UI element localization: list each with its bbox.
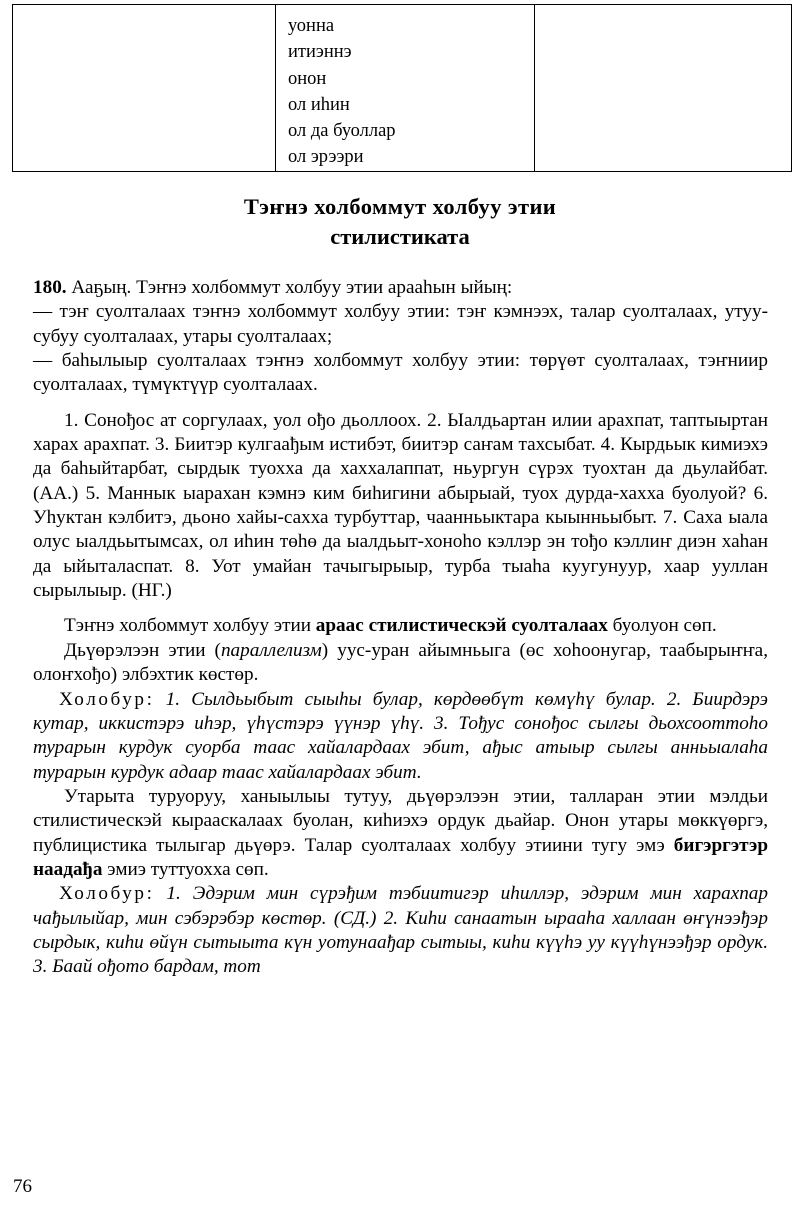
page-number: 76 [13, 1176, 32, 1197]
list-item: ол иһин [288, 94, 350, 115]
paragraph-contrast [33, 785, 768, 882]
paragraph-stylistic-post: буолуон сөп. [607, 615, 717, 637]
exercise-number: 180. [33, 277, 67, 298]
exercise-bullet-2: — баһылыыр суолталаах тэҥнэ холбоммут холбуу этии: төрүөт суолталаах, тэҥниир суолталаах, түмүктүүр суолталаах. [33, 350, 768, 396]
paragraph-contrast-bold: бигэргэтэр наадађа [33, 834, 768, 880]
exercise-prompt-text: Ааҕың. Тэҥнэ холбоммут холбуу этии арааһын ыйың: [71, 277, 513, 298]
example-group-2 [33, 882, 768, 980]
example-text-1: 1. Сылдьыбыт сыыһы булар, көрдөөбүт көмүһү булар. 2. Биирдэрэ кутар, иккистэрэ иһэр, үһүстэрэ үүнэр үһү. 3. Тођус сонођос сылгы дьохсооттоһо турарын курдук суорба таас хайалардаах эбит, ађыс атыыр сылгы анньыалаһа турарын курдук адаар таас хайалардаах эбит. [33, 688, 768, 783]
term-parallelism: параллелизм [220, 639, 322, 661]
paragraph-stylistic-bold: араас стилистическэй суолталаах [315, 615, 608, 637]
paragraph-contrast-pre: Утарыта туруоруу, ханыылыы тутуу, дьүөрэлээн этии, талларан этии мэлдьи стилистическэй кырааскалаах буолан, киһиэхэ ордук дьайар. Онон утары мөккүөргэ, публицистика тылыгар дьүөрэ. Талар суолталаах холбуу этиини тугу эмэ [33, 785, 768, 856]
table-cell-right [535, 5, 792, 172]
page-body [33, 276, 768, 980]
table-cell-left [13, 5, 276, 172]
conjunctions-table-wrapper [12, 4, 788, 172]
paragraph-parallelism-pre: Дьүөрэлээн этии ( [64, 639, 221, 661]
example-text-2: 1. Эдэрим мин сүрэђим тэбиитигэр иһиллэр, эдэрим мин харахпар чађылыйар, мин сэбэрэбэр көстөр. (СД.) 2. Киһи санаатын ырааһа халлаан өҥүнээђэр сырдык, киһи өйүн сытыыта күн уотунаађар сытыы, киһи күүһэ уу күүһүнээђэр ордук. 3. Баай ођото бардам, тот [33, 883, 768, 978]
paragraph-stylistic-pre: Тэҥнэ холбоммут холбуу этии [64, 615, 316, 637]
list-item: ол да буоллар [288, 121, 396, 142]
examples-block: 1. Сонођос ат соргулаах, уол ођо дьоллоох. 2. Ыалдьартан илии арахпат, таптыыртан харах арахпат. 3. Биитэр кулгаађым истибэт, биитэр саҥам тахсыбат. 4. Кырдьык кимиэхэ да баһыйтарбат, сырдык туохха да хаххалаппат, ньургун сүрэх туохтан да дьулайбат. (АА.) 5. Маннык ыарахан кэмнэ ким биһигини абырыай, туох дурда-хахха буолуой? 6. Уһуктан кэлбитэ, дьоно хайы-сахха турбуттар, чаанньыктара кыынньыбыт. 7. Саха ыала олус ыалдьытымсах, ол иһин төһө да ыалдьыт-хоноһо кэллэр эн тођо кэллиҥ диэн хаһан да ыйыталаспат. 8. Уот умайан тачыгырыыр, турба тыаһа куугунуур, хаар ууллан сырылыыр. (НГ.) [33, 409, 768, 602]
paragraph-contrast-post: эмиэ туттуохха сөп. [102, 858, 269, 880]
table-row [13, 5, 792, 172]
paragraph-stylistic-meaning [33, 614, 768, 638]
section-heading [0, 192, 800, 251]
list-item: ол эрээри [288, 147, 364, 168]
list-item: уонна [288, 16, 335, 36]
list-item: итиэннэ [288, 42, 352, 63]
example-group-1 [33, 688, 768, 785]
conjunctions-table [12, 4, 792, 172]
exercise-prompt [33, 276, 768, 300]
conjunction-list [276, 5, 534, 171]
section-heading-line-1: Тэҥнэ холбоммут холбуу этии [243, 194, 557, 219]
exercise-bullet-1: — тэҥ суолталаах тэҥнэ холбоммут холбуу этии: тэҥ кэмнээх, талар суолталаах, утуу-субуу суолталаах, утары суолталаах; [33, 301, 768, 347]
list-item: онон [288, 68, 327, 89]
paragraph-parallelism-post: ) уус-уран айымньыга (өс хоһоонугар, таабырыҥҥа, олоҥхођо) элбэхтик көстөр. [33, 639, 768, 686]
section-heading-line-2: стилистиката [330, 223, 470, 249]
table-cell-middle [276, 5, 535, 172]
paragraph-parallelism [33, 639, 768, 688]
example-label-2: Холобур: [59, 883, 155, 905]
example-label-1: Холобур: [59, 688, 155, 710]
